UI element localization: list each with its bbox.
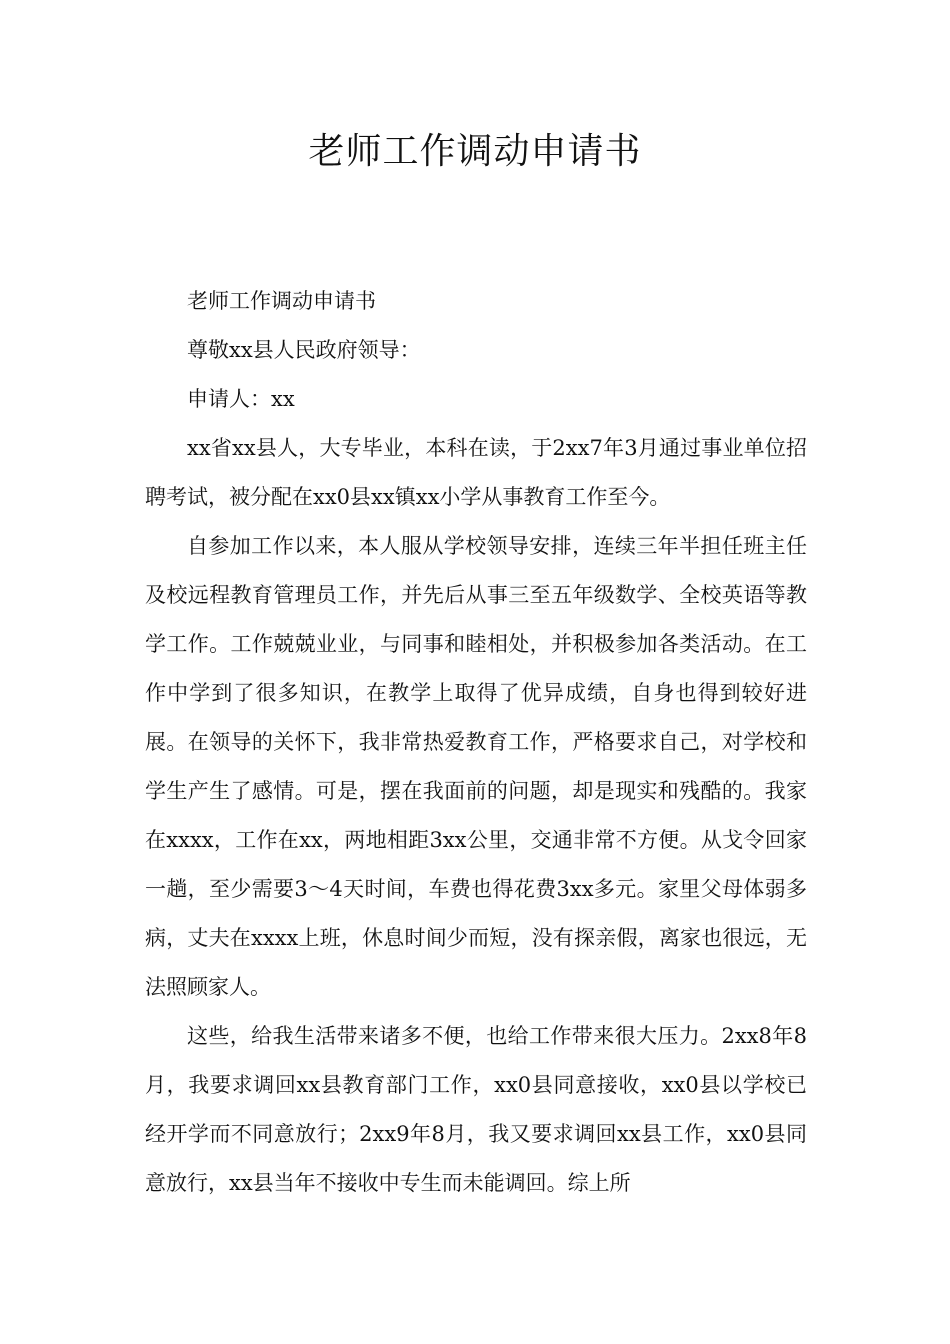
paragraph: 这些，给我生活带来诸多不便，也给工作带来很大压力。2xx8年8月，我要求调回xx县教育部门工作，xx0县同意接收，xx0县以学校已经开学而不同意放行；2xx9年8月，我又要求调回xx县工作，xx0县同意放行，xx县当年不接收中专生而未能调回。综上所 <box>145 1024 807 1195</box>
applicant-line: 申请人：xx <box>187 387 295 411</box>
heading-line: 老师工作调动申请书 <box>187 289 376 313</box>
paragraph: xx省xx县人，大专毕业，本科在读，于2xx7年3月通过事业单位招聘考试，被分配在xx0县xx镇xx小学从事教育工作至今。 <box>145 436 807 509</box>
salutation: 尊敬xx县人民政府领导： <box>187 338 421 362</box>
document-title: 老师工作调动申请书 <box>308 131 642 172</box>
document-body <box>145 277 807 1208</box>
paragraph: 自参加工作以来，本人服从学校领导安排，连续三年半担任班主任及校远程教育管理员工作，并先后从事三至五年级数学、全校英语等教学工作。工作兢兢业业，与同事和睦相处，并积极参加各类活动。在工作中学到了很多知识，在教学上取得了优异成绩，自身也得到较好进展。在领导的关怀下，我非常热爱教育工作，严格要求自己，对学校和学生产生了感情。可是，摆在我面前的问题，却是现实和残酷的。我家在xxxx，工作在xx，两地相距3xx公里，交通非常不方便。从戈令回家一趟，至少需要3～4天时间，车费也得花费3xx多元。家里父母体弱多病，丈夫在xxxx上班，休息时间少而短，没有探亲假，离家也很远，无法照顾家人。 <box>145 534 807 999</box>
